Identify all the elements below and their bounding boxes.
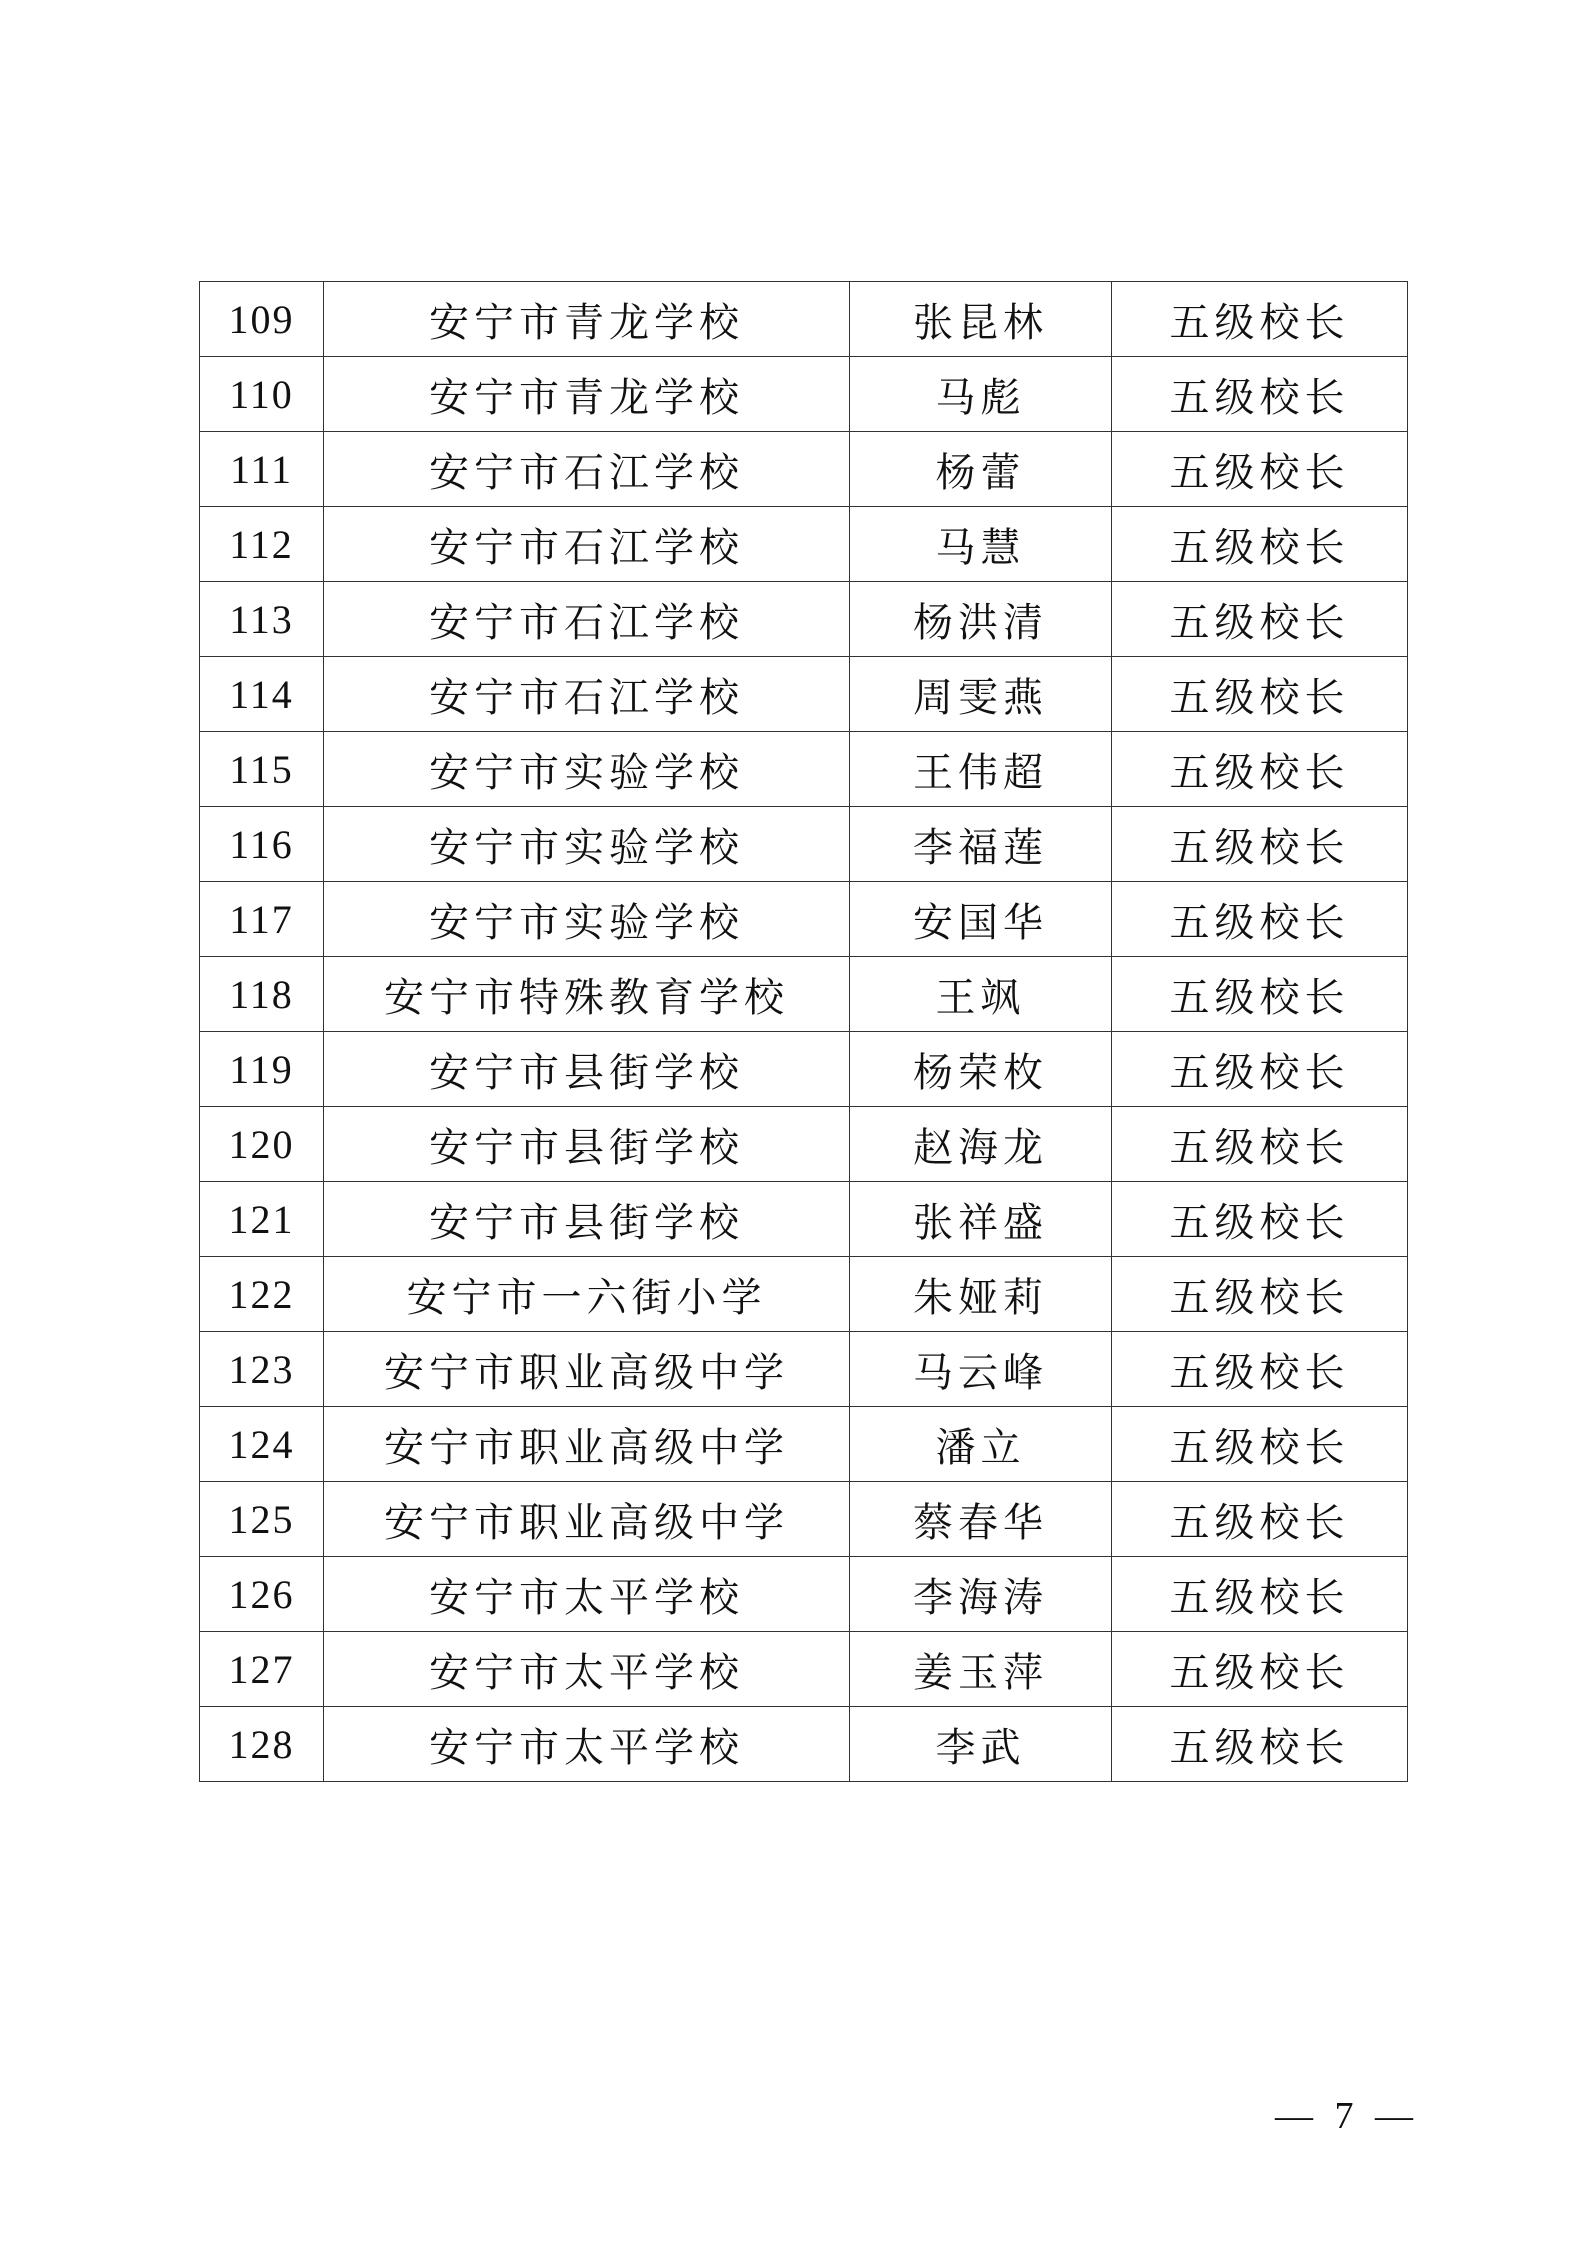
cell-grade: 五级校长 bbox=[1112, 582, 1408, 657]
cell-name: 安国华 bbox=[850, 882, 1112, 957]
table-row bbox=[200, 1557, 1408, 1632]
cell-name: 马彪 bbox=[850, 357, 1112, 432]
cell-school: 安宁市职业高级中学 bbox=[324, 1482, 850, 1557]
table-row bbox=[200, 1482, 1408, 1557]
cell-grade: 五级校长 bbox=[1112, 1182, 1408, 1257]
cell-number: 116 bbox=[200, 807, 324, 882]
cell-number: 111 bbox=[200, 432, 324, 507]
cell-grade: 五级校长 bbox=[1112, 957, 1408, 1032]
cell-number: 113 bbox=[200, 582, 324, 657]
cell-number: 124 bbox=[200, 1407, 324, 1482]
cell-grade: 五级校长 bbox=[1112, 1557, 1408, 1632]
cell-name: 王伟超 bbox=[850, 732, 1112, 807]
table-row bbox=[200, 882, 1408, 957]
cell-grade: 五级校长 bbox=[1112, 657, 1408, 732]
cell-grade: 五级校长 bbox=[1112, 1707, 1408, 1782]
cell-name: 张祥盛 bbox=[850, 1182, 1112, 1257]
cell-grade: 五级校长 bbox=[1112, 1482, 1408, 1557]
table-row bbox=[200, 1632, 1408, 1707]
cell-name: 王飒 bbox=[850, 957, 1112, 1032]
table-row bbox=[200, 582, 1408, 657]
cell-school: 安宁市石江学校 bbox=[324, 432, 850, 507]
cell-name: 马云峰 bbox=[850, 1332, 1112, 1407]
cell-name: 朱娅莉 bbox=[850, 1257, 1112, 1332]
cell-school: 安宁市县街学校 bbox=[324, 1032, 850, 1107]
cell-school: 安宁市实验学校 bbox=[324, 732, 850, 807]
cell-school: 安宁市太平学校 bbox=[324, 1557, 850, 1632]
cell-number: 126 bbox=[200, 1557, 324, 1632]
cell-grade: 五级校长 bbox=[1112, 1407, 1408, 1482]
cell-school: 安宁市职业高级中学 bbox=[324, 1407, 850, 1482]
table-row bbox=[200, 1407, 1408, 1482]
cell-number: 128 bbox=[200, 1707, 324, 1782]
cell-number: 119 bbox=[200, 1032, 324, 1107]
table-row bbox=[200, 1107, 1408, 1182]
cell-name: 赵海龙 bbox=[850, 1107, 1112, 1182]
cell-school: 安宁市青龙学校 bbox=[324, 357, 850, 432]
cell-name: 杨蕾 bbox=[850, 432, 1112, 507]
table-row bbox=[200, 732, 1408, 807]
cell-grade: 五级校长 bbox=[1112, 1032, 1408, 1107]
cell-school: 安宁市县街学校 bbox=[324, 1107, 850, 1182]
cell-grade: 五级校长 bbox=[1112, 882, 1408, 957]
cell-name: 姜玉萍 bbox=[850, 1632, 1112, 1707]
cell-name: 张昆林 bbox=[850, 282, 1112, 357]
table-row bbox=[200, 807, 1408, 882]
cell-number: 120 bbox=[200, 1107, 324, 1182]
table-row bbox=[200, 357, 1408, 432]
cell-name: 李福莲 bbox=[850, 807, 1112, 882]
cell-school: 安宁市实验学校 bbox=[324, 882, 850, 957]
cell-grade: 五级校长 bbox=[1112, 1632, 1408, 1707]
cell-number: 122 bbox=[200, 1257, 324, 1332]
cell-grade: 五级校长 bbox=[1112, 282, 1408, 357]
cell-grade: 五级校长 bbox=[1112, 1332, 1408, 1407]
cell-grade: 五级校长 bbox=[1112, 1107, 1408, 1182]
table-row bbox=[200, 1182, 1408, 1257]
cell-number: 112 bbox=[200, 507, 324, 582]
cell-grade: 五级校长 bbox=[1112, 807, 1408, 882]
cell-school: 安宁市石江学校 bbox=[324, 582, 850, 657]
cell-name: 杨洪清 bbox=[850, 582, 1112, 657]
cell-number: 110 bbox=[200, 357, 324, 432]
cell-school: 安宁市石江学校 bbox=[324, 657, 850, 732]
cell-name: 李海涛 bbox=[850, 1557, 1112, 1632]
cell-name: 马慧 bbox=[850, 507, 1112, 582]
cell-name: 杨荣枚 bbox=[850, 1032, 1112, 1107]
table-row bbox=[200, 1332, 1408, 1407]
page-number: — 7 — bbox=[1275, 2095, 1419, 2137]
cell-number: 123 bbox=[200, 1332, 324, 1407]
roster-body bbox=[200, 282, 1408, 1782]
cell-grade: 五级校长 bbox=[1112, 732, 1408, 807]
table-row bbox=[200, 507, 1408, 582]
cell-number: 125 bbox=[200, 1482, 324, 1557]
cell-number: 127 bbox=[200, 1632, 324, 1707]
cell-school: 安宁市实验学校 bbox=[324, 807, 850, 882]
cell-school: 安宁市石江学校 bbox=[324, 507, 850, 582]
cell-name: 蔡春华 bbox=[850, 1482, 1112, 1557]
cell-number: 115 bbox=[200, 732, 324, 807]
cell-school: 安宁市县街学校 bbox=[324, 1182, 850, 1257]
cell-school: 安宁市特殊教育学校 bbox=[324, 957, 850, 1032]
table-row bbox=[200, 1257, 1408, 1332]
table-row bbox=[200, 1032, 1408, 1107]
cell-name: 李武 bbox=[850, 1707, 1112, 1782]
cell-school: 安宁市职业高级中学 bbox=[324, 1332, 850, 1407]
roster-table bbox=[199, 281, 1408, 1782]
cell-school: 安宁市太平学校 bbox=[324, 1707, 850, 1782]
cell-name: 潘立 bbox=[850, 1407, 1112, 1482]
cell-number: 121 bbox=[200, 1182, 324, 1257]
table-row bbox=[200, 1707, 1408, 1782]
cell-grade: 五级校长 bbox=[1112, 357, 1408, 432]
table-row bbox=[200, 957, 1408, 1032]
cell-grade: 五级校长 bbox=[1112, 432, 1408, 507]
cell-number: 118 bbox=[200, 957, 324, 1032]
table-row bbox=[200, 282, 1408, 357]
table-row bbox=[200, 657, 1408, 732]
cell-number: 109 bbox=[200, 282, 324, 357]
cell-school: 安宁市一六街小学 bbox=[324, 1257, 850, 1332]
cell-number: 117 bbox=[200, 882, 324, 957]
cell-name: 周雯燕 bbox=[850, 657, 1112, 732]
cell-school: 安宁市太平学校 bbox=[324, 1632, 850, 1707]
cell-grade: 五级校长 bbox=[1112, 1257, 1408, 1332]
table-row bbox=[200, 432, 1408, 507]
cell-number: 114 bbox=[200, 657, 324, 732]
cell-school: 安宁市青龙学校 bbox=[324, 282, 850, 357]
cell-grade: 五级校长 bbox=[1112, 507, 1408, 582]
